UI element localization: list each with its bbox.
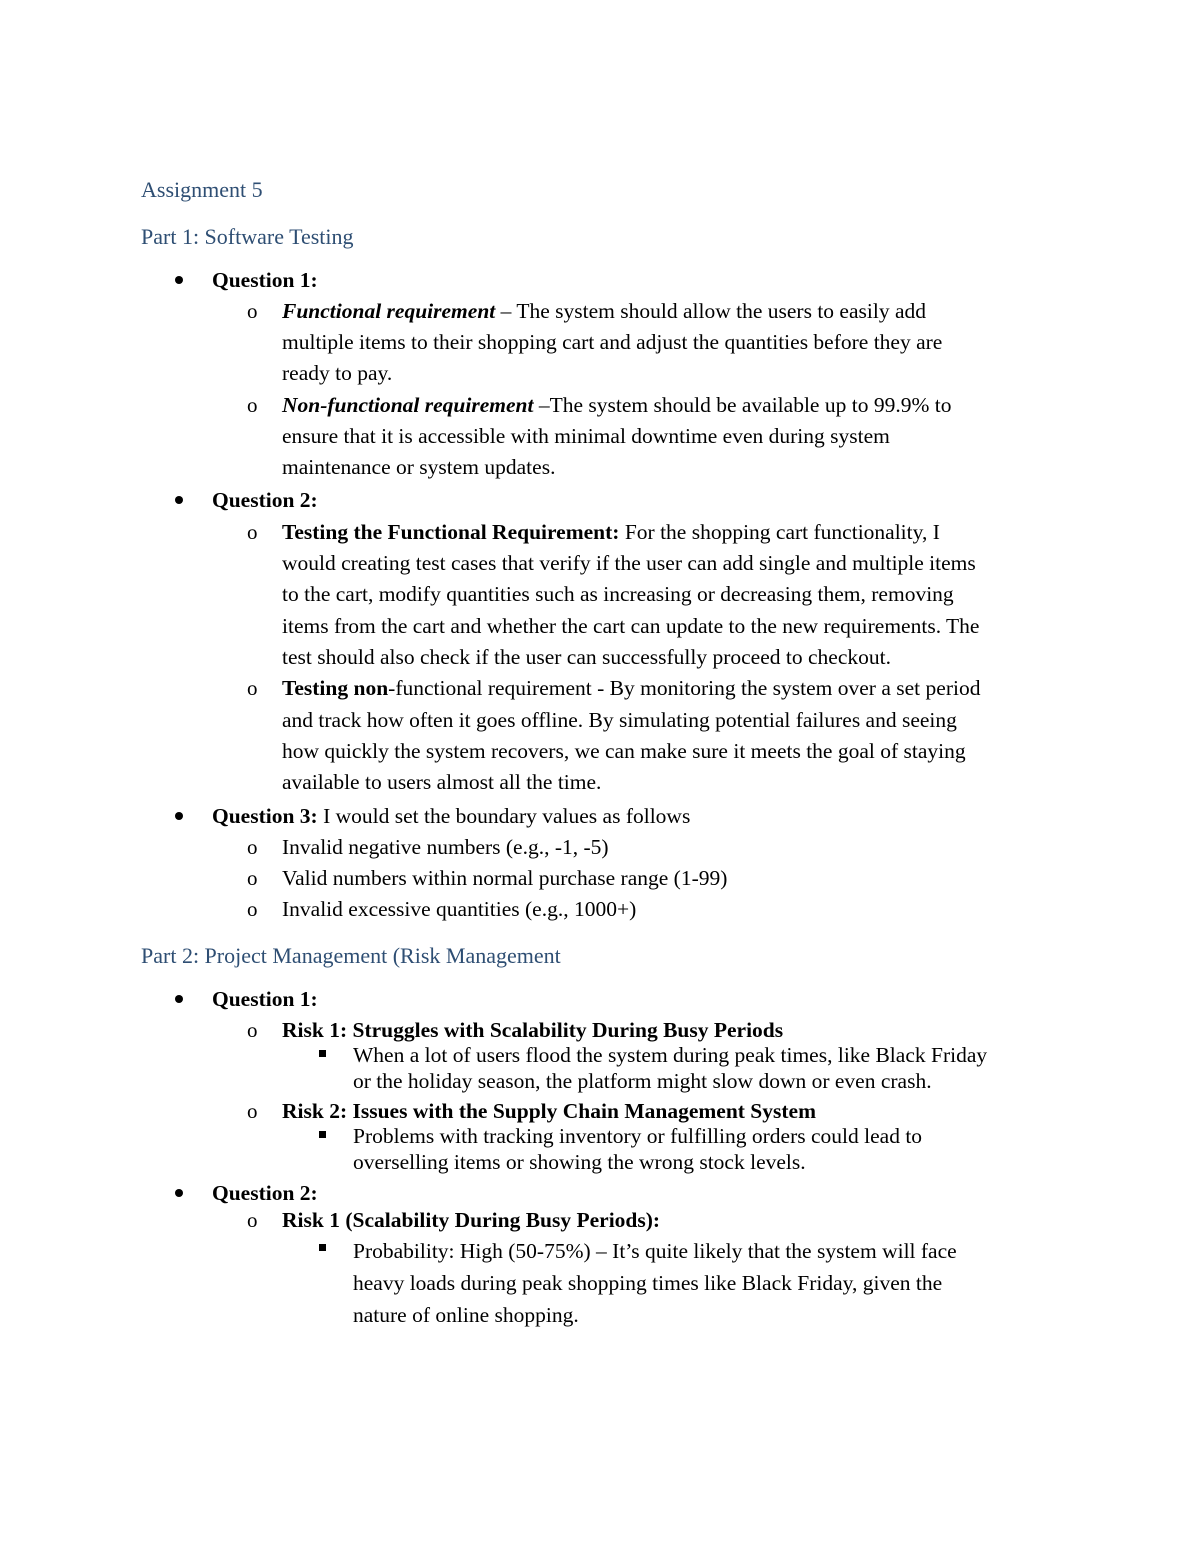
nonfunctional-req-text: –The system should be available up to 99.9% to [533,393,952,417]
testing-nonfunctional-text: -functional requirement - By monitoring the system over a set period [388,676,981,700]
bullet-icon [175,812,183,820]
boundary-item: Valid numbers within normal purchase range (1-99) [282,866,728,890]
part1-q2-label: Question 2: [212,488,318,512]
functional-req-text: ready to pay. [282,361,393,385]
testing-functional-text: For the shopping cart functionality, I [619,520,940,544]
square-bullet-icon [319,1131,326,1138]
probability-text: Probability: High (50-75%) – It’s quite likely that the system will face [353,1239,957,1263]
document-title: Assignment 5 [141,177,263,202]
circle-bullet-icon: o [247,1208,258,1232]
functional-req-line [282,296,926,326]
circle-bullet-icon: o [247,866,258,890]
risk1-desc: or the holiday season, the platform might slow down or even crash. [353,1069,932,1093]
probability-text: heavy loads during peak shopping times like Black Friday, given the [353,1271,943,1295]
part1-q3-text: I would set the boundary values as follows [317,804,691,828]
testing-functional-text: test should also check if the user can successfully proceed to checkout. [282,645,891,669]
testing-nonfunctional-text: and track how often it goes offline. By simulating potential failures and seeing [282,708,957,732]
boundary-item: Invalid excessive quantities (e.g., 1000+) [282,897,637,921]
nonfunctional-req-text: maintenance or system updates. [282,455,556,479]
risk1-scalability-title: Risk 1 (Scalability During Busy Periods): [282,1208,661,1232]
boundary-item: Invalid negative numbers (e.g., -1, -5) [282,835,609,859]
circle-bullet-icon: o [247,1018,258,1042]
circle-bullet-icon: o [247,1099,258,1123]
part1-heading: Part 1: Software Testing [141,224,354,249]
circle-bullet-icon: o [247,520,258,544]
probability-text: nature of online shopping. [353,1303,579,1327]
testing-functional-line [282,517,940,547]
bullet-icon [175,276,183,284]
functional-req-label: Functional requirement [282,299,496,323]
circle-bullet-icon: o [247,393,258,417]
square-bullet-icon [319,1244,326,1251]
testing-functional-label: Testing the Functional Requirement: [282,520,620,544]
risk1-title: Risk 1: Struggles with Scalability During Busy Periods [282,1018,784,1042]
part1-q1-label: Question 1: [212,268,318,292]
testing-functional-text: would creating test cases that verify if the user can add single and multiple items [282,551,976,575]
bullet-icon [175,496,183,504]
nonfunctional-req-text: ensure that it is accessible with minimal downtime even during system [282,424,890,448]
risk2-desc: Problems with tracking inventory or fulfilling orders could lead to [353,1124,923,1148]
circle-bullet-icon: o [247,676,258,700]
square-bullet-icon [319,1050,326,1057]
part2-heading: Part 2: Project Management (Risk Management [141,943,561,968]
risk2-title: Risk 2: Issues with the Supply Chain Management System [282,1099,816,1123]
nonfunctional-req-line [282,390,951,420]
circle-bullet-icon: o [247,897,258,921]
circle-bullet-icon: o [247,299,258,323]
circle-bullet-icon: o [247,835,258,859]
testing-functional-text: items from the cart and whether the cart can update to the new requirements. The [282,614,980,638]
part2-q1-label: Question 1: [212,987,318,1011]
nonfunctional-req-label: Non-functional requirement [282,393,534,417]
part1-q3-label: Question 3: [212,804,318,828]
testing-nonfunctional-line [282,673,980,703]
risk1-desc: When a lot of users flood the system during peak times, like Black Friday [353,1043,988,1067]
testing-nonfunctional-text: available to users almost all the time. [282,770,602,794]
part2-q2-label: Question 2: [212,1181,318,1205]
testing-nonfunctional-text: how quickly the system recovers, we can make sure it meets the goal of staying [282,739,966,763]
functional-req-text: – The system should allow the users to easily add [495,299,926,323]
part1-q3-line [212,801,690,831]
bullet-icon [175,995,183,1003]
bullet-icon [175,1189,183,1197]
testing-functional-text: to the cart, modify quantities such as increasing or decreasing them, removing [282,582,954,606]
functional-req-text: multiple items to their shopping cart and adjust the quantities before they are [282,330,943,354]
risk2-desc: overselling items or showing the wrong stock levels. [353,1150,806,1174]
testing-nonfunctional-label: Testing non [282,676,389,700]
